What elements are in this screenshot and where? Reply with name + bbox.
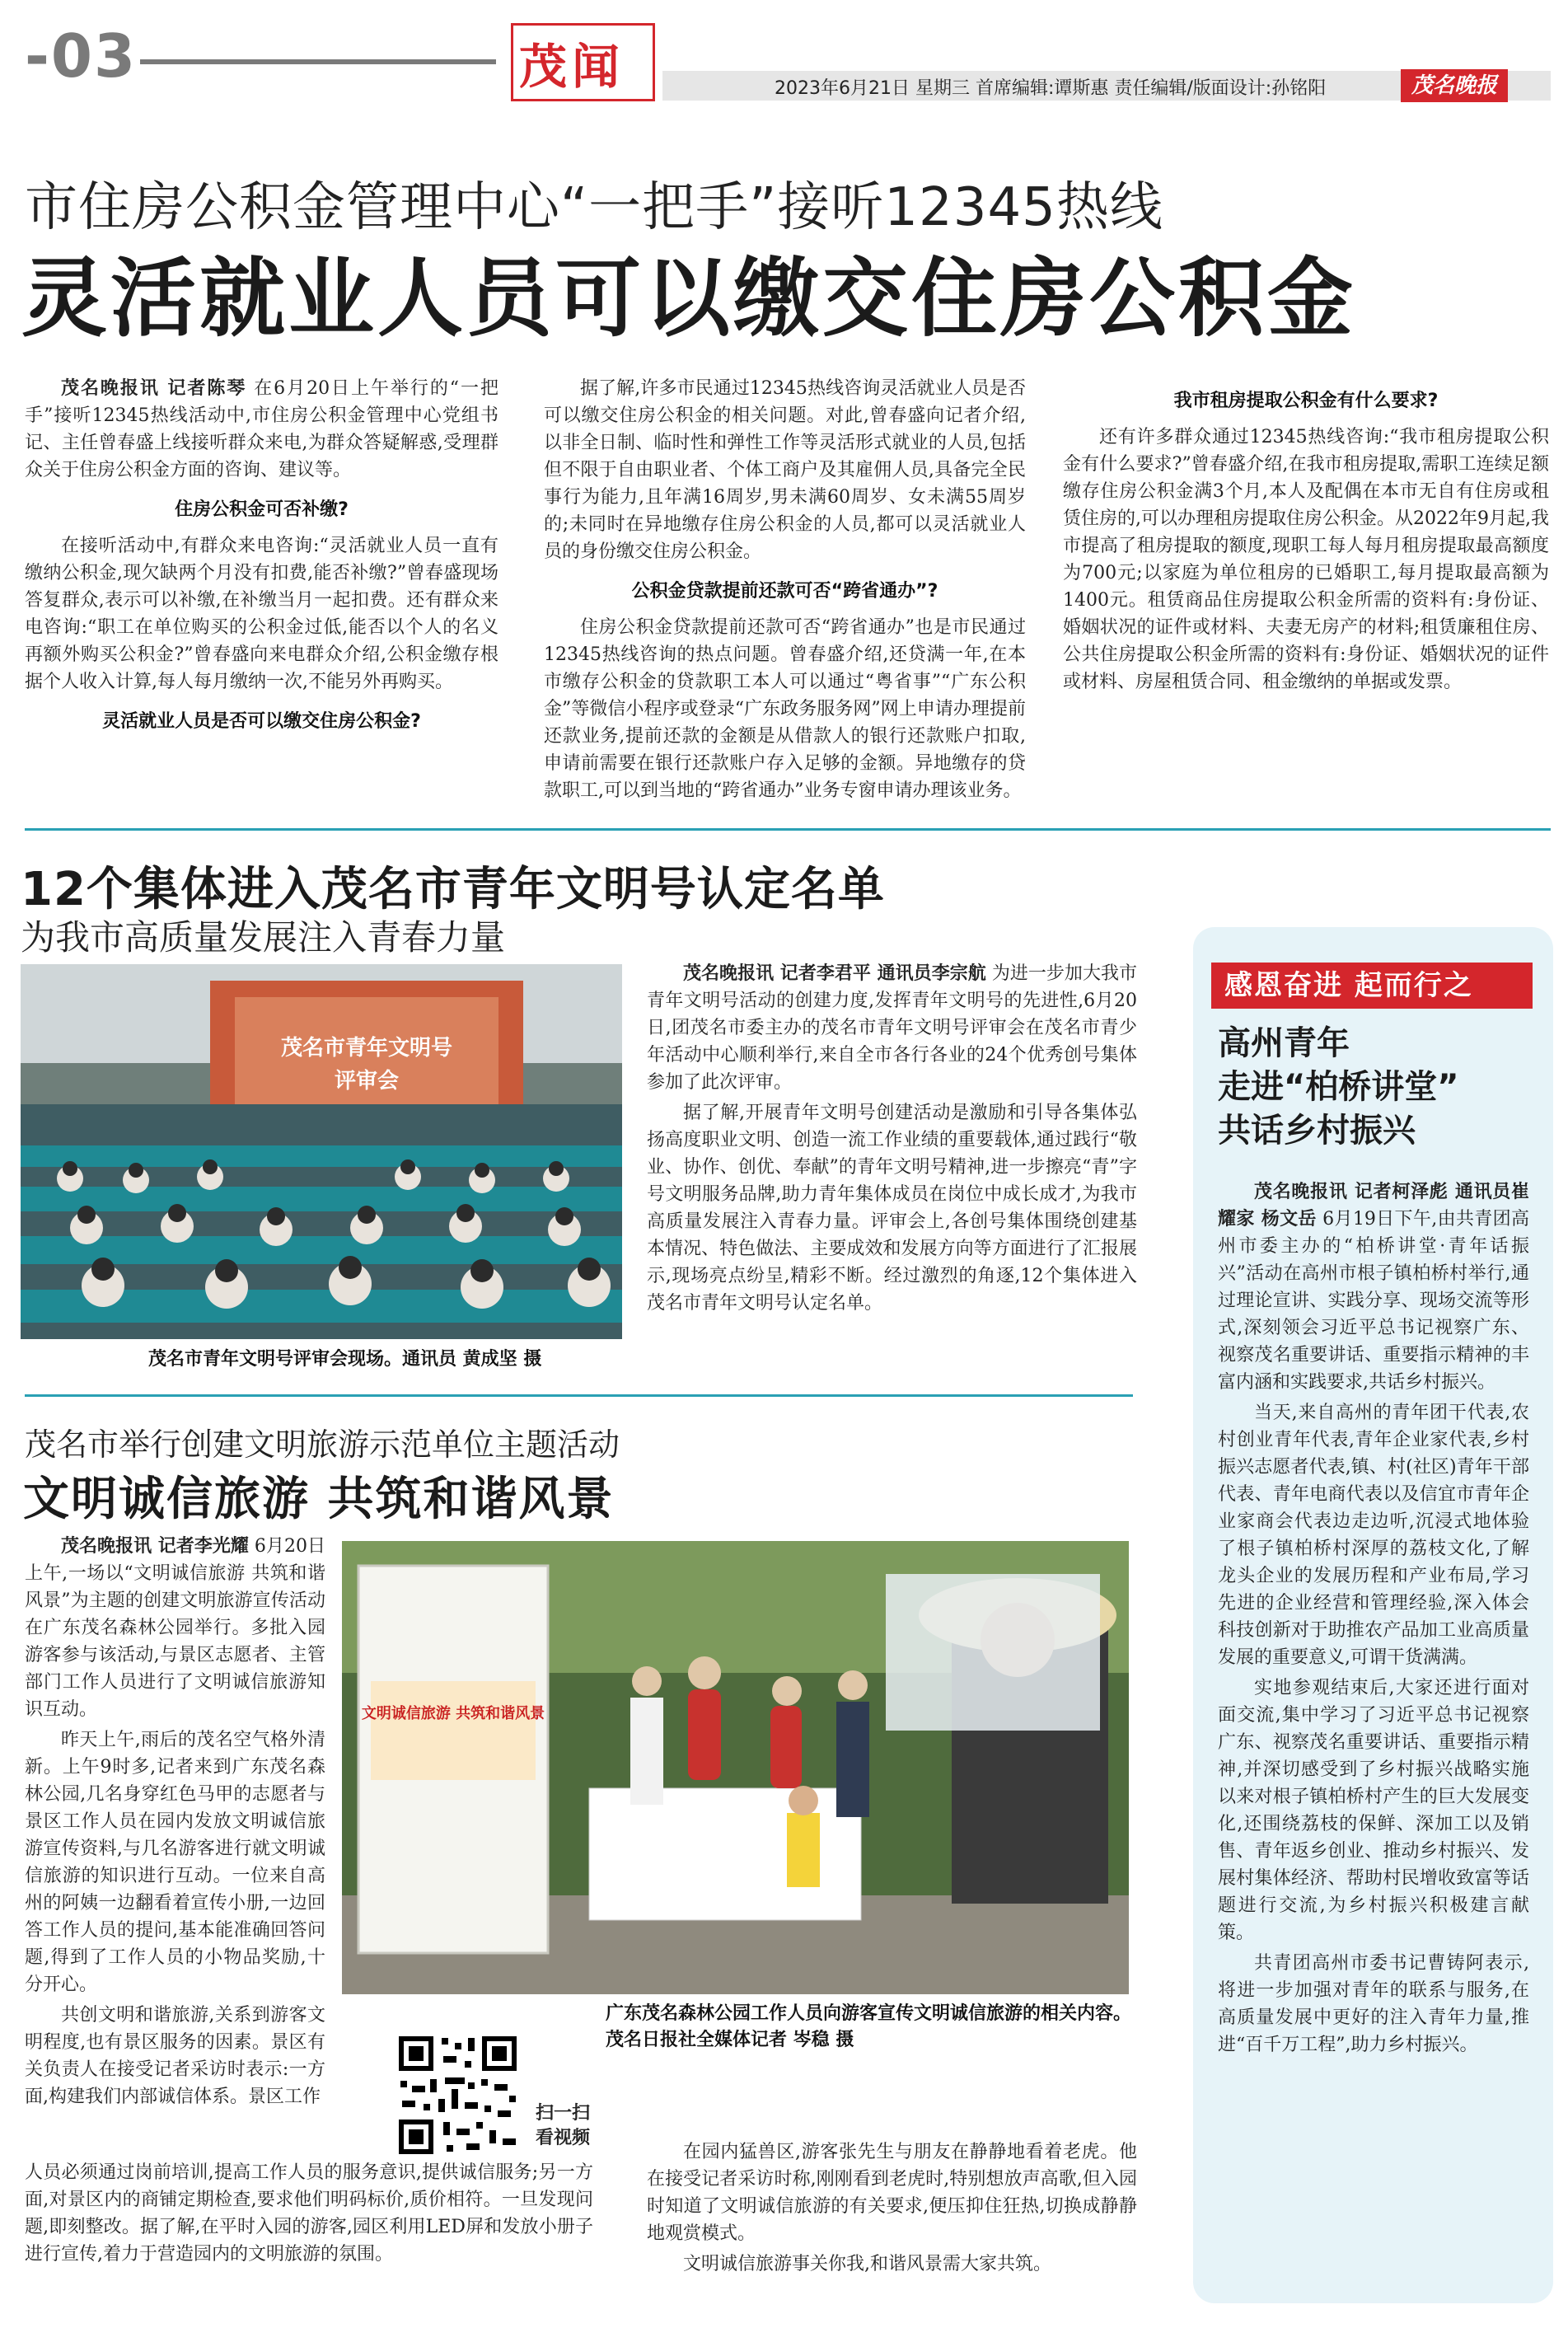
- article2-photo-caption: 茂名市青年文明号评审会现场。通讯员 黄成坚 摄: [148, 1349, 542, 1370]
- sidebar-byline: 茂名晚报讯 记者柯泽彪 通讯员崔耀家 杨文岳: [1218, 1182, 1529, 1230]
- header-rule: [140, 59, 496, 64]
- article1-subhead-3: 公积金贷款提前还款可否“跨省通办”?: [631, 581, 938, 602]
- article2-photo: [21, 964, 622, 1339]
- article1-p1-text: 在6月20日上午举行的“一把手”接听12345热线活动中,市住房公积金管理中心党组书记、主任曾春盛上线接听群众来电,为群众答疑解惑,受理群众关于住房公积金方面的咨询、建议等。: [25, 378, 498, 480]
- article3-paragraph-4: 在园内猛兽区,游客张先生与朋友在静静地看着老虎。他在接受记者采访时称,刚刚看到老虎时,特别想放声高歌,但入园时知道了文明诚信旅游的有关要求,便压抑住狂热,切换成静静地观赏模式。: [647, 2142, 1137, 2244]
- qr-label: [536, 2101, 590, 2151]
- article1-kicker: 市住房公积金管理中心“一把手”接听12345热线: [25, 177, 1163, 238]
- article1-byline: 茂名晚报讯 记者陈琴: [61, 378, 247, 399]
- park-event-image: [342, 1541, 1129, 1994]
- article2-body: [647, 960, 1137, 1320]
- sidebar-paragraph-2: 当天,来自高州的青年团干代表,农村创业青年代表,青年企业家代表,乡村振兴志愿者代表,镇、村(社区)青年干部代表、青年电商代表以及信宜市青年企业家商会代表边走边听,沉浸式地体验了根子镇柏桥村深厚的荔枝文化,了解龙头企业的发展历程和产业布局,学习先进的企业经营和管理经验,深入体会科技创新对于助推农产品加工业高质量发展的重要意义,可谓干货满满。: [1218, 1403, 1529, 1668]
- poster-text: 文明诚信旅游 共筑和谐风景: [361, 1705, 545, 1722]
- page-number-value: 03: [50, 21, 138, 91]
- section-title: 茂闻: [519, 39, 625, 95]
- article3-paragraph-3b: 人员必须通过岗前培训,提高工作人员的服务意识,提供诚信服务;另一方面,对景区内的商铺定期检查,要求他们明码标价,质价相符。一旦发现问题,即刻整改。据了解,在平时入园的游客,园区利用LED屏和发放小册子进行宣传,着力于营造园内的文明旅游的氛围。: [25, 2162, 593, 2265]
- article1-column-1: [25, 375, 498, 744]
- article1-headline: 灵活就业人员可以缴交住房公积金: [21, 248, 1357, 349]
- sidebar-title-line-3: 共话乡村振兴: [1218, 1112, 1416, 1150]
- sidebar-tag: 感恩奋进 起而行之: [1211, 963, 1533, 1009]
- sidebar-title: [1218, 1022, 1459, 1153]
- article2-headline: 12个集体进入茂名市青年文明号认定名单: [21, 863, 885, 916]
- article3-photo: [342, 1541, 1129, 1994]
- article1-column-3: [1063, 375, 1549, 699]
- article2-paragraph-2: 据了解,开展青年文明号创建活动是激励和引导各集体弘扬高度职业文明、创造一流工作业绩的重要载体,通过践行“敬业、协作、创优、奉献”的青年文明号精神,进一步擦亮“青”字号文明服务品牌,助力青年集体成员在岗位中成长成才,为我市高质量发展注入青春力量。评审会上,各创号集体围绕创建基本情况、特色做法、主要成效和发展方向等方面进行了汇报展示,现场亮点纷呈,精彩不断。经过激烈的角逐,12个集体进入茂名市青年文明号认定名单。: [647, 1103, 1137, 1314]
- article3-p1-text: 6月20日上午,一场以“文明诚信旅游 共筑和谐风景”为主题的创建文明旅游宣传活动在广东茂名森林公园举行。多批入园游客参与该活动,与景区志愿者、主管部门工作人员进行了文明诚信旅游知识互动。: [25, 1536, 325, 1720]
- photo-banner-text-2: 评审会: [334, 1069, 400, 1094]
- article1-paragraph-3: 据了解,许多市民通过12345热线咨询灵活就业人员是否可以缴交住房公积金的相关问题。对此,曾春盛向记者介绍,以非全日制、临时性和弹性工作等灵活形式就业的人员,包括但不限于自由职业者、个体工商户及其雇佣人员,具备完全民事行为能力,且年满16周岁,男未满60周岁、女未满55周岁的;未同时在异地缴存住房公积金的人员,都可以灵活就业人员的身份缴交住房公积金。: [544, 378, 1026, 562]
- article1-column-2: [544, 375, 1026, 808]
- article3-headline: 文明诚信旅游 共筑和谐风景: [23, 1473, 615, 1526]
- sidebar-body: [1218, 1178, 1529, 2062]
- qr-label-scan: 扫一扫: [536, 2103, 591, 2124]
- sidebar-paragraph-4: 共青团高州市委书记曹铸阿表示,将进一步加强对青年的联系与服务,在高质量发展中更好的注入青年力量,推进“百千万工程”,助力乡村振兴。: [1218, 1953, 1529, 2055]
- page-number: -03: [25, 21, 138, 91]
- article1-subhead-2: 灵活就业人员是否可以缴交住房公积金?: [102, 711, 421, 732]
- header-meta: 2023年6月21日 星期三 首席编辑:谭斯惠 责任编辑/版面设计:孙铭阳: [775, 78, 1327, 99]
- qr-code-graphic: [394, 2031, 522, 2159]
- article2-p1-text: 为进一步加大我市青年文明号活动的创建力度,发挥青年文明号的先进性,6月20日,团茂名市委主办的茂名市青年文明号评审会在茂名市青少年活动中心顺利举行,来自全市各行各业的24个优秀创号集体参加了此次评审。: [647, 963, 1137, 1093]
- article3-paragraph-3a: 共创文明和谐旅游,关系到游客文明程度,也有景区服务的因素。景区有关负责人在接受记者采访时表示:一方面,构建我们内部诚信体系。景区工作: [25, 2005, 325, 2107]
- article2-byline: 茂名晚报讯 记者李君平 通讯员李宗航: [683, 963, 986, 984]
- qr-code-icon[interactable]: [394, 2031, 522, 2159]
- article1-paragraph-2: 在接听活动中,有群众来电咨询:“灵活就业人员一直有缴纳公积金,现欠缺两个月没有扣费,能否补缴?”曾春盛现场答复群众,表示可以补缴,在补缴当月一起扣费。还有群众来电咨询:“职工在单位购买的公积金过低,能否以个人的名义再额外购买公积金?”曾春盛向来电群众介绍,公积金缴存根据个人收入计算,每人每月缴纳一次,不能另外再购买。: [25, 536, 498, 692]
- article1-subhead-1: 住房公积金可否补缴?: [175, 499, 349, 520]
- paper-logo: 茂名晚报: [1401, 69, 1508, 102]
- photo-banner-text: 茂名市青年文明号: [280, 1036, 453, 1061]
- article1-paragraph-5: 还有许多群众通过12345热线咨询:“我市租房提取公积金有什么要求?”曾春盛介绍,在我市租房提取,需职工连续足额缴存住房公积金满3个月,本人及配偶在本市无自有住房或租赁住房的,可以办理租房提取住房公积金。从2022年9月起,我市提高了租房提取的额度,现职工每人每月租房提取最高额度为700元;以家庭为单位租房的已婚职工,每月提取最高额为1400元。租赁商品住房提取公积金所需的资料有:身份证、婚姻状况的证件或材料、夫妻无房产的材料;租赁廉租住房、公共住房提取公积金所需的资料有:身份证、婚姻状况的证件或材料、房屋租赁合同、租金缴纳的单据或发票。: [1063, 427, 1549, 692]
- article3-kicker: 茂名市举行创建文明旅游示范单位主题活动: [25, 1426, 620, 1463]
- sidebar-p1-text: 6月19日下午,由共青团高州市委主办的“柏桥讲堂·青年话振兴”活动在高州市根子镇柏桥村举行,通过理论宣讲、实践分享、现场交流等形式,深刻领会习近平总书记视察广东、视察茂名重要讲话、重要指示精神的丰富内涵和实践要求,共话乡村振兴。: [1218, 1209, 1529, 1393]
- meeting-hall-image: [21, 964, 622, 1339]
- article1-paragraph-1: [25, 375, 498, 484]
- article3-column-2: [647, 2138, 1137, 2281]
- sidebar-title-line-1: 高州青年: [1218, 1024, 1350, 1062]
- article3-column-1-continued: [25, 2159, 593, 2271]
- article1-subhead-4: 我市租房提取公积金有什么要求?: [1173, 391, 1439, 411]
- article2-paragraph-1: [647, 960, 1137, 1096]
- sidebar-paragraph-3: 实地参观结束后,大家还进行面对面交流,集中学习了习近平总书记视察广东、视察茂名重要讲话、重要指示精神,并深切感受到了乡村振兴战略实施以来对根子镇柏桥村产生的巨大发展变化,还围绕荔枝的保鲜、深加工以及销售、青年返乡创业、推动乡村振兴、发展村集体经济、帮助村民增收致富等话题进行交流,为乡村振兴积极建言献策。: [1218, 1678, 1529, 1943]
- article3-paragraph-1: [25, 1533, 325, 1723]
- article3-paragraph-5: 文明诚信旅游事关你我,和谐风景需大家共筑。: [683, 2254, 1051, 2274]
- article2-subhead: 为我市高质量发展注入青春力量: [21, 917, 506, 958]
- qr-label-video: 看视频: [536, 2128, 591, 2148]
- article3-photo-caption: 广东茂名森林公园工作人员向游客宣传文明诚信旅游的相关内容。 茂名日报社全媒体记者 岑稳 摄: [606, 2003, 1132, 2050]
- article3-byline: 茂名晚报讯 记者李光耀: [61, 1536, 249, 1557]
- sidebar-title-line-2: 走进“柏桥讲堂”: [1218, 1068, 1459, 1106]
- section-divider-2: [25, 1394, 1133, 1397]
- section-divider-1: [25, 828, 1551, 831]
- article3-column-1: [25, 1533, 325, 2114]
- article1-paragraph-4: 住房公积金贷款提前还款可否“跨省通办”也是市民通过12345热线咨询的热点问题。曾春盛介绍,还贷满一年,在本市缴存公积金的贷款职工本人可以通过“粤省事”“广东公积金”等微信小程序或登录“广东政务服务网”网上申请办理提前还款业务,提前还款的金额是从借款人的银行还款账户扣取,申请前需要在银行还款账户存入足够的金额。异地缴存的贷款职工,可以到当地的“跨省通办”业务专窗申请办理该业务。: [544, 617, 1026, 801]
- article3-paragraph-2: 昨天上午,雨后的茂名空气格外清新。上午9时多,记者来到广东茂名森林公园,几名身穿红色马甲的志愿者与景区工作人员在园内发放文明诚信旅游宣传资料,与几名游客进行就文明诚信旅游的知识进行互动。一位来自高州的阿姨一边翻看着宣传小册,一边回答工作人员的提问,基本能准确回答问题,得到了工作人员的小物品奖励,十分开心。: [25, 1730, 325, 1995]
- sidebar-paragraph-1: [1218, 1178, 1529, 1396]
